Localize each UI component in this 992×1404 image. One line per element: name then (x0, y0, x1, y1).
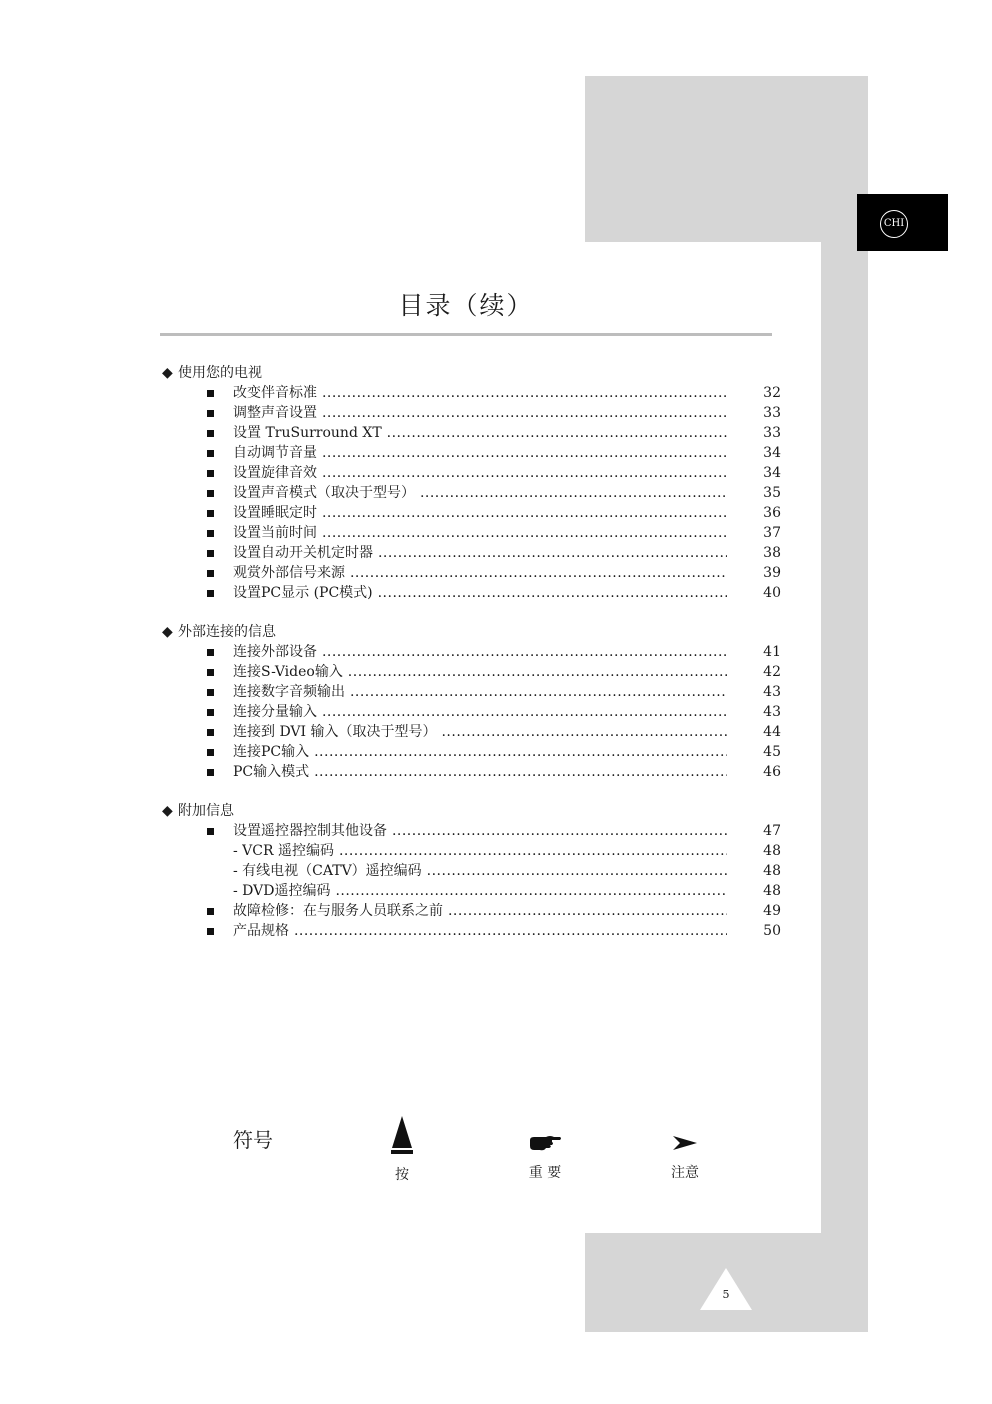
square-bullet-icon (207, 749, 214, 756)
toc-entry-label: 观赏外部信号来源 ..... (233, 563, 727, 583)
square-bullet-icon (207, 709, 214, 716)
toc-entry-label: 连接分量输入 ..... (233, 702, 727, 722)
toc-entry-label: 改变伴音标准 ..... (233, 383, 727, 403)
toc-entry[interactable] (207, 662, 781, 682)
toc-entry-label: 连接数字音频输出 ..... (233, 682, 727, 702)
toc-entry-label: 设置遥控器控制其他设备 ..... (233, 821, 727, 841)
toc-entry[interactable] (207, 403, 781, 423)
toc-section-title: 外部连接的信息 (178, 624, 276, 640)
toc-entry-page: 36 (763, 505, 781, 521)
toc-entry-page: 48 (763, 883, 781, 899)
toc-entry[interactable] (207, 742, 781, 762)
toc-entry-label: - VCR 遥控编码 ..... (233, 841, 727, 861)
pointing-hand-icon (528, 1134, 562, 1152)
toc-entry-page: 46 (763, 764, 781, 780)
toc-entry[interactable] (207, 762, 781, 782)
toc-entry-page: 33 (763, 405, 781, 421)
square-bullet-icon (207, 649, 214, 656)
toc-entry[interactable] (207, 383, 781, 403)
page-number: 5 (722, 1288, 730, 1301)
toc-entry-label: 连接PC输入 ..... (233, 742, 727, 762)
symbol-important-label: 重 要 (528, 1165, 562, 1181)
toc-entry[interactable] (207, 881, 781, 901)
square-bullet-icon (207, 828, 214, 835)
square-bullet-icon (207, 430, 214, 437)
toc-entry[interactable] (207, 483, 781, 503)
toc-entry[interactable] (207, 503, 781, 523)
toc-entry-label: 产品规格 ..... (233, 921, 727, 941)
toc-entry-page: 49 (763, 903, 781, 919)
toc-entry[interactable] (207, 861, 781, 881)
toc-section-title: 附加信息 (178, 803, 234, 819)
toc-entry[interactable] (207, 682, 781, 702)
toc-entry-page: 44 (763, 724, 781, 740)
toc-entry-page: 39 (763, 565, 781, 581)
toc-entry-page: 35 (763, 485, 781, 501)
square-bullet-icon (207, 390, 214, 397)
symbols-title: 符号 (233, 1128, 273, 1152)
toc-entry[interactable] (207, 901, 781, 921)
toc-entry-label: 故障检修：在与服务人员联系之前 ..... (233, 901, 727, 921)
square-bullet-icon (207, 689, 214, 696)
toc-entry[interactable] (207, 423, 781, 443)
toc-entry-page: 43 (763, 704, 781, 720)
toc-entry-page: 48 (763, 843, 781, 859)
toc-entry[interactable] (207, 921, 781, 941)
symbol-note-label: 注意 (671, 1165, 699, 1181)
side-gray-strip (821, 76, 868, 1332)
title-divider (160, 333, 772, 336)
square-bullet-icon (207, 550, 214, 557)
toc-entry-page: 34 (763, 465, 781, 481)
toc-section-title: 使用您的电视 (178, 365, 262, 381)
square-bullet-icon (207, 410, 214, 417)
toc-entry-page: 41 (763, 644, 781, 660)
square-bullet-icon (207, 908, 214, 915)
toc-section-heading (162, 362, 262, 382)
toc-entry-label: 连接到 DVI 输入（取决于型号） ..... (233, 722, 727, 742)
toc-entry-label: - 有线电视（CATV）遥控编码 ..... (233, 861, 727, 881)
symbol-press-label: 按 (395, 1167, 409, 1183)
square-bullet-icon (207, 470, 214, 477)
toc-entry-label: 设置PC显示 (PC模式) ..... (233, 583, 727, 603)
symbol-note (662, 1134, 708, 1182)
page-title: 目录（续） (398, 291, 534, 320)
toc-entry-page: 38 (763, 545, 781, 561)
toc-entry-label: 设置旋律音效 ..... (233, 463, 727, 483)
toc-entry-page: 34 (763, 445, 781, 461)
toc-entry-page: 37 (763, 525, 781, 541)
toc-entry[interactable] (207, 543, 781, 563)
toc-entry-page: 32 (763, 385, 781, 401)
toc-section-heading (162, 800, 234, 820)
toc-entry-page: 40 (763, 585, 781, 601)
language-badge: CHI (880, 210, 908, 238)
toc-entry-page: 48 (763, 863, 781, 879)
toc-entry[interactable] (207, 523, 781, 543)
toc-entry-page: 42 (763, 664, 781, 680)
toc-entry-label: - DVD遥控编码 ..... (233, 881, 727, 901)
symbol-important (519, 1134, 571, 1182)
diamond-bullet-icon: ◆ (162, 803, 173, 819)
square-bullet-icon (207, 928, 214, 935)
square-bullet-icon (207, 530, 214, 537)
press-triangle-icon (390, 1114, 414, 1156)
square-bullet-icon (207, 450, 214, 457)
toc-entry-label: 调整声音设置 ..... (233, 403, 727, 423)
arrowhead-icon (671, 1134, 699, 1152)
square-bullet-icon (207, 570, 214, 577)
toc-entry-label: 自动调节音量 ..... (233, 443, 727, 463)
toc-entry-label: 设置当前时间 ..... (233, 523, 727, 543)
toc-entry-page: 50 (763, 923, 781, 939)
toc-entry[interactable] (207, 463, 781, 483)
toc-entry-label: 设置自动开关机定时器 ..... (233, 543, 727, 563)
toc-entry[interactable] (207, 443, 781, 463)
toc-entry[interactable] (207, 722, 781, 742)
toc-entry[interactable] (207, 642, 781, 662)
diamond-bullet-icon: ◆ (162, 624, 173, 640)
symbol-press (382, 1114, 422, 1184)
toc-entry-label: 连接S-Video输入 ..... (233, 662, 727, 682)
toc-section-heading (162, 621, 276, 641)
square-bullet-icon (207, 669, 214, 676)
toc-entry[interactable] (207, 563, 781, 583)
toc-entry[interactable] (207, 702, 781, 722)
square-bullet-icon (207, 510, 214, 517)
toc-entry[interactable] (207, 841, 781, 861)
toc-entry-label: 设置 TruSurround XT ..... (233, 423, 727, 443)
toc-entry-page: 43 (763, 684, 781, 700)
toc-entry-page: 45 (763, 744, 781, 760)
toc-entry-label: 设置睡眠定时 ..... (233, 503, 727, 523)
toc-entry[interactable] (207, 583, 781, 603)
toc-entry-label: 设置声音模式（取决于型号） ..... (233, 483, 727, 503)
square-bullet-icon (207, 769, 214, 776)
toc-entry-page: 33 (763, 425, 781, 441)
diamond-bullet-icon: ◆ (162, 365, 173, 381)
toc-entry-label: 连接外部设备 ..... (233, 642, 727, 662)
toc-entry[interactable] (207, 821, 781, 841)
toc-entry-label: PC输入模式 ..... (233, 762, 727, 782)
square-bullet-icon (207, 590, 214, 597)
toc-entry-page: 47 (763, 823, 781, 839)
square-bullet-icon (207, 490, 214, 497)
square-bullet-icon (207, 729, 214, 736)
page-number-marker (700, 1268, 752, 1310)
